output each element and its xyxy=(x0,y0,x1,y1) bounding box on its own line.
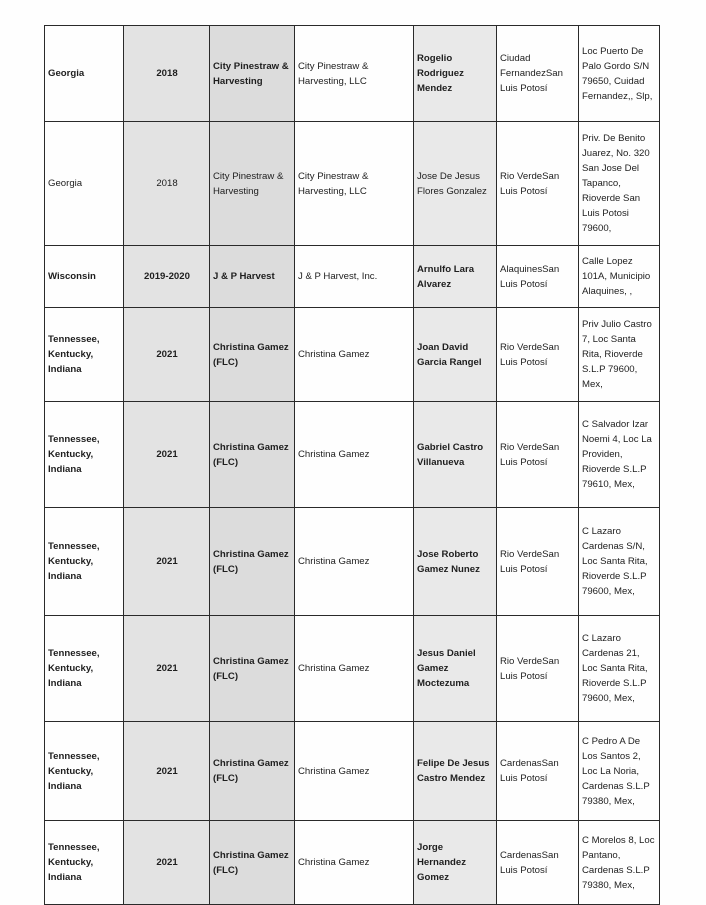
employer-cell: Christina Gamez (FLC) xyxy=(210,821,295,905)
table-row xyxy=(45,26,660,122)
year-cell: 2021 xyxy=(124,616,210,722)
state-cell: Tennessee, Kentucky, Indiana xyxy=(45,402,124,508)
city-cell: Rio VerdeSan Luis Potosí xyxy=(497,616,579,722)
address-cell: Loc Puerto De Palo Gordo S/N 79650, Cuidad Fernandez,, Slp, xyxy=(579,26,660,122)
table-row xyxy=(45,821,660,905)
address-cell: C Morelos 8, Loc Pantano, Cardenas S.L.P 79380, Mex, xyxy=(579,821,660,905)
state-cell: Tennessee, Kentucky, Indiana xyxy=(45,308,124,402)
legal-name-cell: Christina Gamez xyxy=(295,821,414,905)
table-row xyxy=(45,402,660,508)
year-cell: 2019-2020 xyxy=(124,246,210,308)
state-cell: Tennessee, Kentucky, Indiana xyxy=(45,616,124,722)
city-cell: Rio VerdeSan Luis Potosí xyxy=(497,122,579,246)
legal-name-cell: Christina Gamez xyxy=(295,616,414,722)
year-cell: 2021 xyxy=(124,308,210,402)
table-row xyxy=(45,508,660,616)
address-cell: C Lazaro Cardenas S/N, Loc Santa Rita, Rioverde S.L.P 79600, Mex, xyxy=(579,508,660,616)
city-cell: Ciudad FernandezSan Luis Potosí xyxy=(497,26,579,122)
legal-name-cell: City Pinestraw & Harvesting, LLC xyxy=(295,26,414,122)
city-cell: CardenasSan Luis Potosí xyxy=(497,821,579,905)
table-row xyxy=(45,722,660,821)
year-cell: 2021 xyxy=(124,821,210,905)
employer-cell: Christina Gamez (FLC) xyxy=(210,616,295,722)
worker-name-cell: Gabriel Castro Villanueva xyxy=(414,402,497,508)
year-cell: 2021 xyxy=(124,722,210,821)
state-cell: Tennessee, Kentucky, Indiana xyxy=(45,821,124,905)
employer-cell: Christina Gamez (FLC) xyxy=(210,308,295,402)
employer-cell: City Pinestraw & Harvesting xyxy=(210,122,295,246)
city-cell: CardenasSan Luis Potosí xyxy=(497,722,579,821)
worker-name-cell: Jesus Daniel Gamez Moctezuma xyxy=(414,616,497,722)
worker-name-cell: Jose De Jesus Flores Gonzalez xyxy=(414,122,497,246)
employer-cell: Christina Gamez (FLC) xyxy=(210,508,295,616)
address-cell: C Lazaro Cardenas 21, Loc Santa Rita, Rioverde S.L.P 79600, Mex, xyxy=(579,616,660,722)
address-cell: C Salvador Izar Noemi 4, Loc La Providen, Rioverde S.L.P 79610, Mex, xyxy=(579,402,660,508)
address-cell: C Pedro A De Los Santos 2, Loc La Noria, Cardenas S.L.P 79380, Mex, xyxy=(579,722,660,821)
table-row xyxy=(45,122,660,246)
state-cell: Georgia xyxy=(45,122,124,246)
table-row xyxy=(45,246,660,308)
worker-name-cell: Joan David Garcia Rangel xyxy=(414,308,497,402)
state-cell: Georgia xyxy=(45,26,124,122)
year-cell: 2018 xyxy=(124,122,210,246)
worker-name-cell: Jorge Hernandez Gomez xyxy=(414,821,497,905)
legal-name-cell: Christina Gamez xyxy=(295,508,414,616)
worker-name-cell: Rogelio Rodriguez Mendez xyxy=(414,26,497,122)
worker-name-cell: Jose Roberto Gamez Nunez xyxy=(414,508,497,616)
legal-name-cell: J & P Harvest, Inc. xyxy=(295,246,414,308)
worker-table xyxy=(44,25,660,905)
address-cell: Priv Julio Castro 7, Loc Santa Rita, Rioverde S.L.P 79600, Mex, xyxy=(579,308,660,402)
employer-cell: J & P Harvest xyxy=(210,246,295,308)
worker-name-cell: Felipe De Jesus Castro Mendez xyxy=(414,722,497,821)
legal-name-cell: Christina Gamez xyxy=(295,308,414,402)
employer-cell: City Pinestraw & Harvesting xyxy=(210,26,295,122)
legal-name-cell: Christina Gamez xyxy=(295,722,414,821)
table-row xyxy=(45,308,660,402)
employer-cell: Christina Gamez (FLC) xyxy=(210,722,295,821)
state-cell: Wisconsin xyxy=(45,246,124,308)
table-row xyxy=(45,616,660,722)
employer-cell: Christina Gamez (FLC) xyxy=(210,402,295,508)
year-cell: 2021 xyxy=(124,402,210,508)
worker-name-cell: Arnulfo Lara Alvarez xyxy=(414,246,497,308)
address-cell: Priv. De Benito Juarez, No. 320 San Jose Del Tapanco, Rioverde San Luis Potosi 79600, xyxy=(579,122,660,246)
city-cell: Rio VerdeSan Luis Potosí xyxy=(497,308,579,402)
state-cell: Tennessee, Kentucky, Indiana xyxy=(45,508,124,616)
address-cell: Calle Lopez 101A, Municipio Alaquines, , xyxy=(579,246,660,308)
legal-name-cell: Christina Gamez xyxy=(295,402,414,508)
year-cell: 2021 xyxy=(124,508,210,616)
state-cell: Tennessee, Kentucky, Indiana xyxy=(45,722,124,821)
legal-name-cell: City Pinestraw & Harvesting, LLC xyxy=(295,122,414,246)
city-cell: Rio VerdeSan Luis Potosí xyxy=(497,508,579,616)
year-cell: 2018 xyxy=(124,26,210,122)
city-cell: AlaquinesSan Luis Potosí xyxy=(497,246,579,308)
city-cell: Rio VerdeSan Luis Potosí xyxy=(497,402,579,508)
